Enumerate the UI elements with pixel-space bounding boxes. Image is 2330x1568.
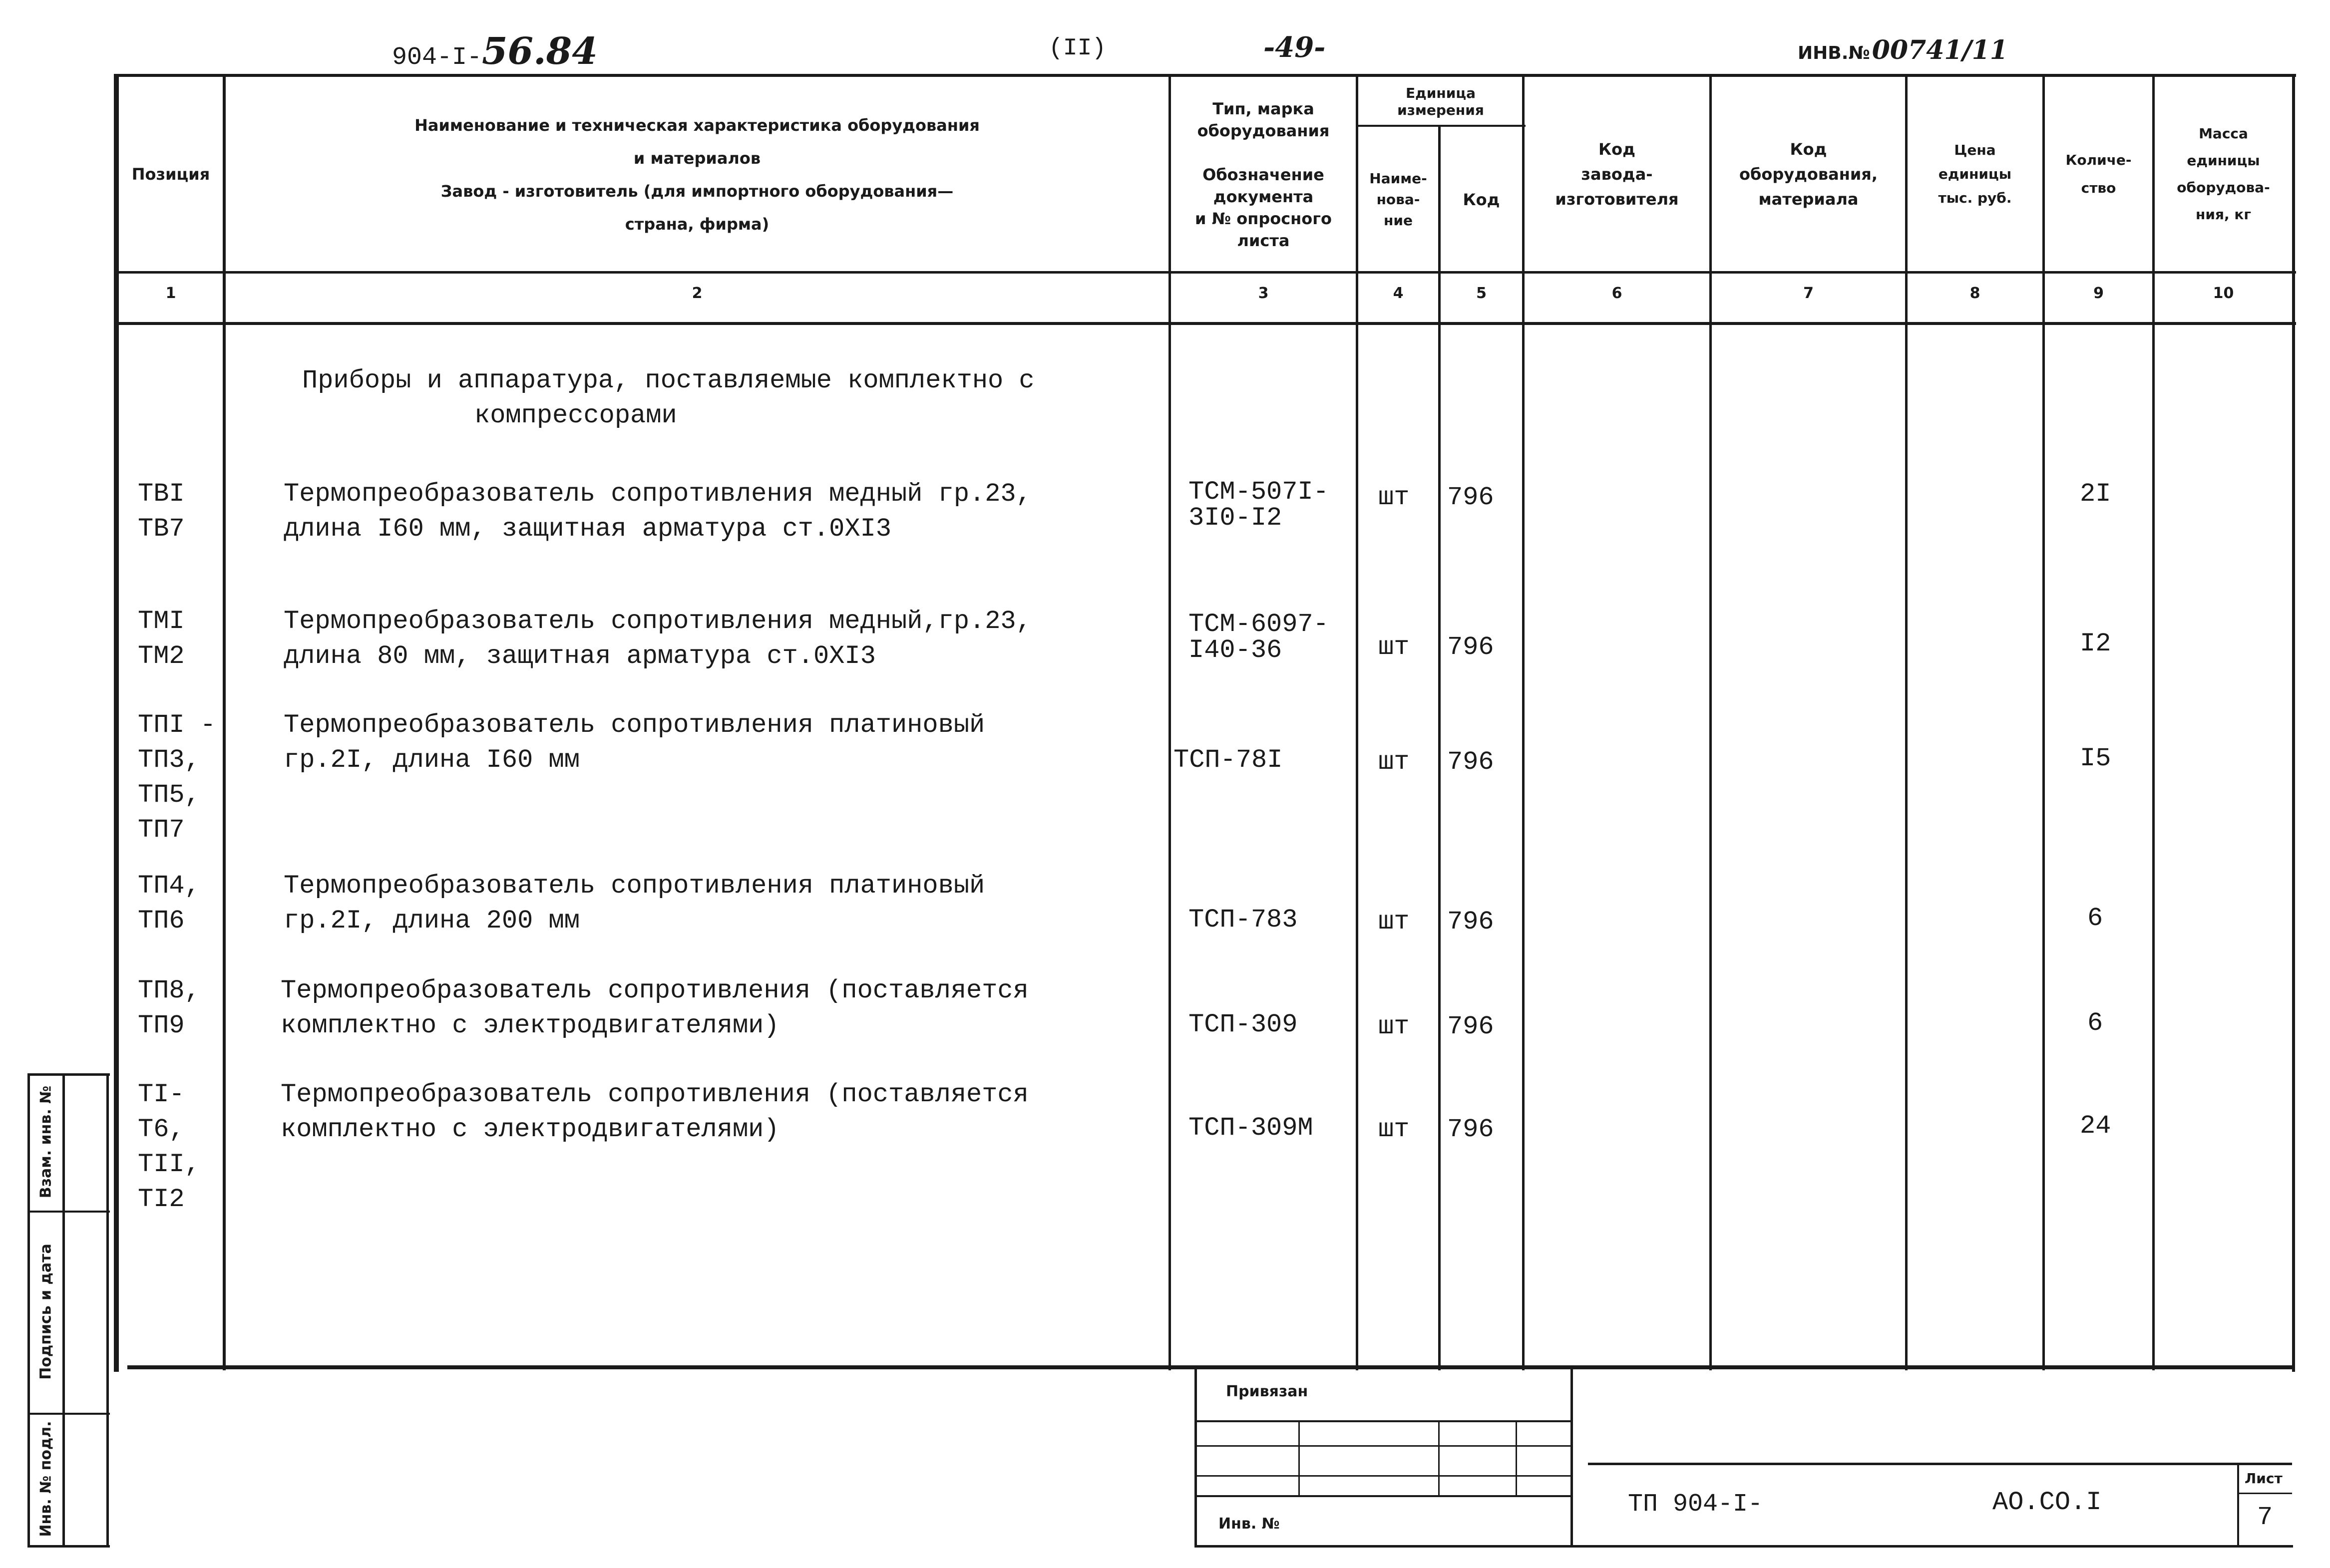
header-unit-name: Наиме- нова- ние	[1369, 170, 1427, 229]
row-quantity: 24	[2080, 1111, 2111, 1141]
row-unit: шт	[1378, 632, 1410, 662]
part-number: (II)	[1049, 35, 1107, 62]
row-position: ТП8, ТП9	[138, 976, 200, 1040]
row-position: ТПI - ТП3, ТП5, ТП7	[138, 710, 216, 845]
row-unit: шт	[1378, 483, 1410, 512]
header-type: Тип, марка оборудования Обозначение документа и № опросного листа	[1195, 99, 1332, 250]
row-quantity: 6	[2087, 904, 2103, 933]
header-plant-code: Код завода- изготовителя	[1555, 139, 1679, 209]
col-number: 2	[692, 285, 703, 302]
header-quantity: Количе- ство	[2065, 151, 2132, 196]
row-name: Термопреобразователь сопротивления медный гр.23, длина I60 мм, защитная арматура ст.0XI3	[284, 479, 1032, 544]
header-equipment-code: Код оборудования, материала	[1739, 139, 1878, 209]
stamp-tied-label: Привязан	[1226, 1383, 1308, 1400]
row-type: ТСМ-507I- 3I0-I2	[1188, 477, 1329, 533]
doc-code	[392, 30, 598, 73]
header-unit-code: Код	[1463, 190, 1500, 209]
col-number: 3	[1258, 285, 1269, 302]
row-type: ТСМ-6097- I40-36	[1188, 610, 1329, 665]
col-number: 4	[1393, 285, 1404, 302]
stamp-designation: ТП 904-I-	[1628, 1490, 1763, 1519]
row-unit: шт	[1378, 747, 1410, 777]
row-position: ТП4, ТП6	[138, 871, 200, 936]
row-quantity: 2I	[2080, 479, 2111, 509]
header-unit-group: Единица измерения	[1397, 85, 1484, 118]
row-name: Термопреобразователь сопротивления платиновый гр.2I, длина 200 мм	[284, 871, 985, 936]
col-number: 1	[165, 285, 176, 302]
side-vzam-label: Взам. инв. №	[37, 1085, 55, 1199]
header-price: Цена единицы тыс. руб.	[1938, 141, 2012, 206]
row-quantity: 6	[2087, 1008, 2103, 1038]
row-unit: шт	[1378, 1115, 1410, 1144]
col-number: 7	[1803, 285, 1814, 302]
row-name: Термопреобразователь сопротивления медный,гр.23, длина 80 мм, защитная арматура ст.0XI3	[284, 607, 1032, 671]
stamp-inv-label: Инв. №	[1218, 1515, 1280, 1533]
row-unit-code: 796	[1447, 1115, 1494, 1144]
header-name: Наименование и техническая характеристика оборудования и материалов Завод - изготовитель (для импортного оборудования— страна, фирма)	[414, 116, 980, 234]
row-position: ТМI ТМ2	[138, 607, 185, 671]
row-name: Термопреобразователь сопротивления (поставляется комплектно с электродвигателями)	[281, 1080, 1029, 1144]
side-sign-label: Подпись и дата	[37, 1244, 55, 1380]
row-quantity: I5	[2080, 744, 2111, 773]
col-number: 10	[2213, 285, 2234, 302]
inventory-value: 00741/11	[1872, 35, 2008, 65]
side-inv-orig-label: Инв. № подл.	[37, 1421, 55, 1537]
header-position: Позиция	[131, 164, 210, 184]
doc-code-handwritten: 56.84	[482, 30, 598, 73]
doc-code-prefix: 904-I-	[392, 43, 482, 72]
inventory-number	[1798, 35, 2008, 65]
page-number: -49-	[1263, 31, 1326, 64]
row-position: ТI- Т6, ТII, ТI2	[138, 1080, 200, 1214]
stamp-code: АО.СО.I	[1992, 1488, 2102, 1517]
col-number: 9	[2093, 285, 2104, 302]
stamp-sheet-number: 7	[2257, 1503, 2273, 1532]
row-unit: шт	[1378, 1012, 1410, 1041]
row-position: ТВI ТВ7	[138, 479, 185, 544]
row-unit: шт	[1378, 907, 1410, 937]
col-number: 8	[1969, 285, 1980, 302]
col-number: 6	[1611, 285, 1622, 302]
row-type: ТСП-309М	[1188, 1113, 1313, 1143]
col-number: 5	[1476, 285, 1487, 302]
row-unit-code: 796	[1447, 747, 1494, 777]
stamp-sheet-label: Лист	[2245, 1470, 2283, 1487]
row-unit-code: 796	[1447, 1012, 1494, 1041]
row-name: Термопреобразователь сопротивления платиновый гр.2I, длина I60 мм	[284, 710, 985, 775]
row-unit-code: 796	[1447, 907, 1494, 937]
section-title: Приборы и аппаратура, поставляемые комплектно с компрессорами	[302, 366, 1035, 430]
row-name: Термопреобразователь сопротивления (поставляется комплектно с электродвигателями)	[281, 976, 1029, 1040]
header-mass: Масса единицы оборудова- ния, кг	[2177, 125, 2270, 223]
row-quantity: I2	[2080, 629, 2111, 658]
row-type: ТСП-309	[1188, 1010, 1298, 1039]
row-unit-code: 796	[1447, 483, 1494, 512]
row-unit-code: 796	[1447, 632, 1494, 662]
row-type: ТСП-78I	[1173, 745, 1283, 775]
inventory-label: ИНВ.№	[1798, 43, 1870, 63]
row-type: ТСП-783	[1188, 905, 1298, 935]
